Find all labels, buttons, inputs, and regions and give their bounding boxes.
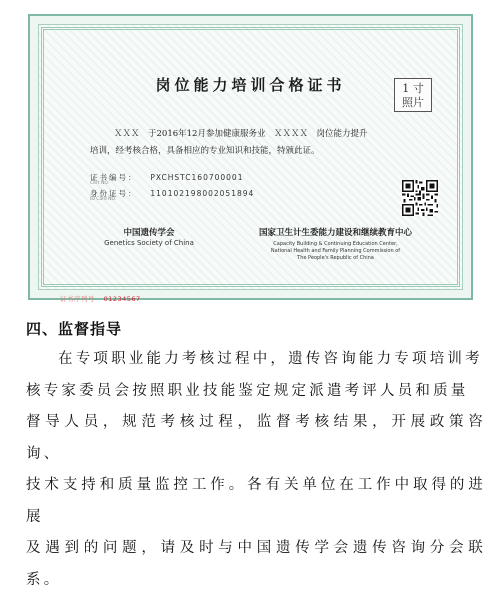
certificate-body-line-1: ＸＸＸ 于2016年12月参加健康服务业 ＸＸＸＸ 岗位能力提升 [114, 129, 368, 139]
cert-number-field [90, 172, 243, 186]
certificate-title: 岗位能力培训合格证书 [155, 76, 346, 94]
cert-number-value: PXCHSTC160700001 [150, 173, 244, 182]
certificate-serial [60, 294, 141, 303]
qr-code-icon [402, 180, 438, 216]
photo-label-size: 1 寸 [402, 82, 424, 95]
id-number-label: 身份证号： [90, 189, 138, 198]
paragraph-line: 及遇到的问题，请及时与中国遗传学会遗传咨询分会联系。 [26, 540, 486, 588]
id-number-field [90, 188, 254, 202]
paragraph-line: 技术支持和质量监控工作。各有关单位在工作中取得的进展 [26, 477, 486, 525]
serial-label: 证书序列号 [60, 295, 95, 303]
paragraph-line: 核专家委员会按照职业技能鉴定规定派遣考评人员和质量 [26, 382, 469, 399]
org-right-name-en-3: The People's Republic of China [297, 255, 374, 261]
org-right-name-en-2: National Health and Family Planning Commission of [270, 248, 401, 254]
paragraph-line: 督导人员，规范考核过程，监督考核结果，开展政策咨询、 [26, 414, 486, 462]
paragraph-line: 在专项职业能力考核过程中，遗传咨询能力专项培训考 [58, 351, 483, 367]
org-left-name-en: Genetics Society of China [104, 239, 194, 247]
serial-value: 01234567 [103, 295, 141, 303]
certificate-body [90, 126, 442, 160]
section-heading: 四、监督指导 [26, 320, 123, 338]
org-right-name-en-1: Capacity Building & Continuing Education Center, [273, 241, 398, 247]
org-right [228, 226, 443, 262]
cert-number-label: 证书编号： [90, 173, 138, 182]
org-left [74, 226, 224, 248]
org-right-name: 国家卫生计生委能力建设和继续教育中心 [258, 228, 412, 238]
photo-placeholder [394, 78, 432, 112]
org-left-name: 中国遗传学会 [123, 228, 175, 238]
certificate-image [28, 14, 473, 300]
section-paragraph [26, 344, 486, 596]
id-number-value: 110102198002051894 [150, 189, 255, 198]
photo-label-text: 照片 [402, 96, 424, 109]
cert-number-sublabel: Cert NO. [90, 181, 110, 186]
id-number-sublabel: ID Card NO. [90, 197, 117, 202]
certificate-body-line-2: 培训，经考核合格，具备相应的专业知识和技能，特颁此证。 [90, 146, 320, 156]
